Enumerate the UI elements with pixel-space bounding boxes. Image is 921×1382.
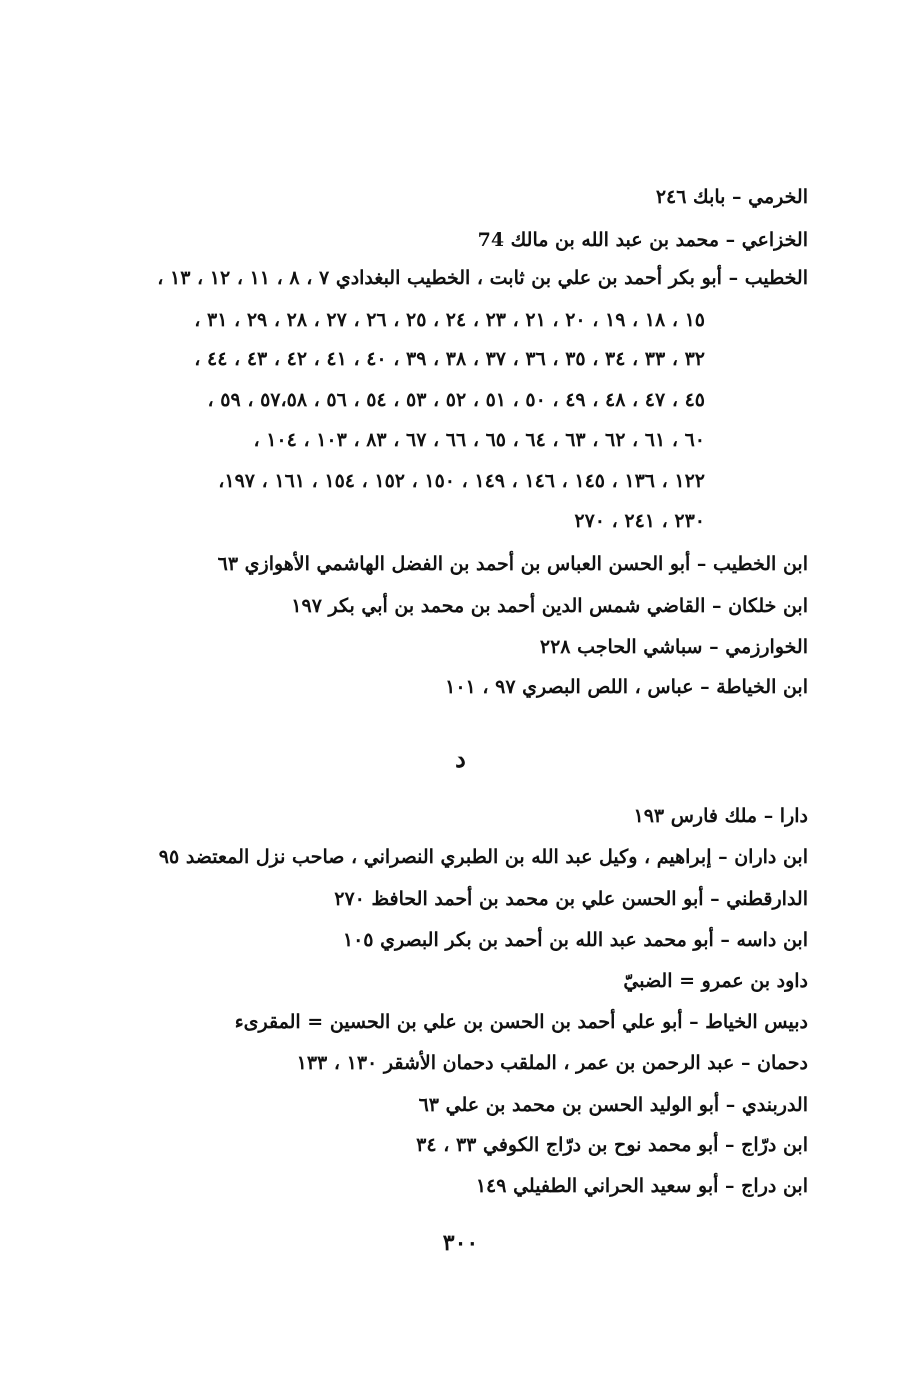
index-entry-alkhatib-cont-4: ٦٠ ، ٦١ ، ٦٢ ، ٦٣ ، ٦٤ ، ٦٥ ، ٦٦ ، ٦٧ ، ٨٣ ، ١٠٣ ، ١٠٤ ، bbox=[253, 429, 705, 451]
index-entry-alkhwarizmi: الخوارزمي – سباشي الحاجب ٢٢٨ bbox=[539, 636, 808, 658]
section-letter-heading: د bbox=[455, 744, 466, 773]
index-entry-ibn-alkhatib: ابن الخطيب – أبو الحسن العباس بن أحمد بن الفضل الهاشمي الأهوازي ٦٣ bbox=[217, 553, 808, 575]
index-entry-ibn-darraj-1: ابن درّاج – أبو محمد نوح بن درّاج الكوفي ٣٣ ، ٣٤ bbox=[416, 1134, 808, 1156]
index-entry-ibn-daran: ابن داران – إبراهيم ، وكيل عبد الله بن الطبري النصراني ، صاحب نزل المعتضد ٩٥ bbox=[158, 846, 808, 868]
index-entry-alkhatib: الخطيب – أبو بكر أحمد بن علي بن ثابت ، الخطيب البغدادي ٧ ، ٨ ، ١١ ، ١٢ ، ١٣ ، bbox=[157, 267, 808, 289]
index-entry-alkhatib-cont-3: ٤٥ ، ٤٧ ، ٤٨ ، ٤٩ ، ٥٠ ، ٥١ ، ٥٢ ، ٥٣ ، ٥٤ ، ٥٦ ، ٥٧،٥٨ ، ٥٩ ، bbox=[207, 389, 705, 411]
index-entry-aldaraqutni: الدارقطني – أبو الحسن علي بن محمد بن أحمد الحافظ ٢٧٠ bbox=[334, 888, 808, 910]
index-entry-alkhatib-cont-5: ١٢٢ ، ١٣٦ ، ١٤٥ ، ١٤٦ ، ١٤٩ ، ١٥٠ ، ١٥٢ ، ١٥٤ ، ١٦١ ، ١٩٧، bbox=[218, 470, 705, 492]
index-entry-ibn-alkhayyata: ابن الخياطة – عباس ، اللص البصري ٩٧ ، ١٠١ bbox=[445, 676, 808, 698]
index-entry-alkhatib-cont-1: ١٥ ، ١٨ ، ١٩ ، ٢٠ ، ٢١ ، ٢٣ ، ٢٤ ، ٢٥ ، ٢٦ ، ٢٧ ، ٢٨ ، ٢٩ ، ٣١ ، bbox=[194, 309, 705, 331]
index-entry-dubays: دبيس الخياط – أبو علي أحمد بن الحسن بن علي بن الحسين = المقرىء bbox=[234, 1011, 808, 1033]
index-entry-aldarbandi: الدربندي – أبو الوليد الحسن بن محمد بن علي ٦٣ bbox=[418, 1094, 808, 1116]
index-entry-alkhatib-cont-6: ٢٣٠ ، ٢٤١ ، ٢٧٠ bbox=[574, 510, 705, 532]
index-entry-alkhurrami: الخرمي – بابك ٢٤٦ bbox=[655, 186, 808, 208]
page-number: ٣٠٠ bbox=[442, 1230, 479, 1256]
index-entry-alkhatib-cont-2: ٣٢ ، ٣٣ ، ٣٤ ، ٣٥ ، ٣٦ ، ٣٧ ، ٣٨ ، ٣٩ ، ٤٠ ، ٤١ ، ٤٢ ، ٤٣ ، ٤٤ ، bbox=[194, 348, 705, 370]
index-entry-ibn-khallikan: ابن خلكان – القاضي شمس الدين أحمد بن محمد بن أبي بكر ١٩٧ bbox=[291, 595, 808, 617]
index-entry-dawud: داود بن عمرو = الضبيّ bbox=[623, 970, 808, 992]
index-entry-alkhuzai: الخزاعي – محمد بن عبد الله بن مالك 74 bbox=[477, 229, 808, 251]
index-entry-ibn-darraj-2: ابن دراج – أبو سعيد الحراني الطفيلي ١٤٩ bbox=[475, 1175, 808, 1197]
index-entry-ibn-dasa: ابن داسه – أبو محمد عبد الله بن أحمد بن بكر البصري ١٠٥ bbox=[342, 929, 808, 951]
index-entry-dahman: دحمان – عبد الرحمن بن عمر ، الملقب دحمان الأشقر ١٣٠ ، ١٣٣ bbox=[296, 1052, 808, 1074]
index-entry-dara: دارا – ملك فارس ١٩٣ bbox=[633, 805, 808, 827]
